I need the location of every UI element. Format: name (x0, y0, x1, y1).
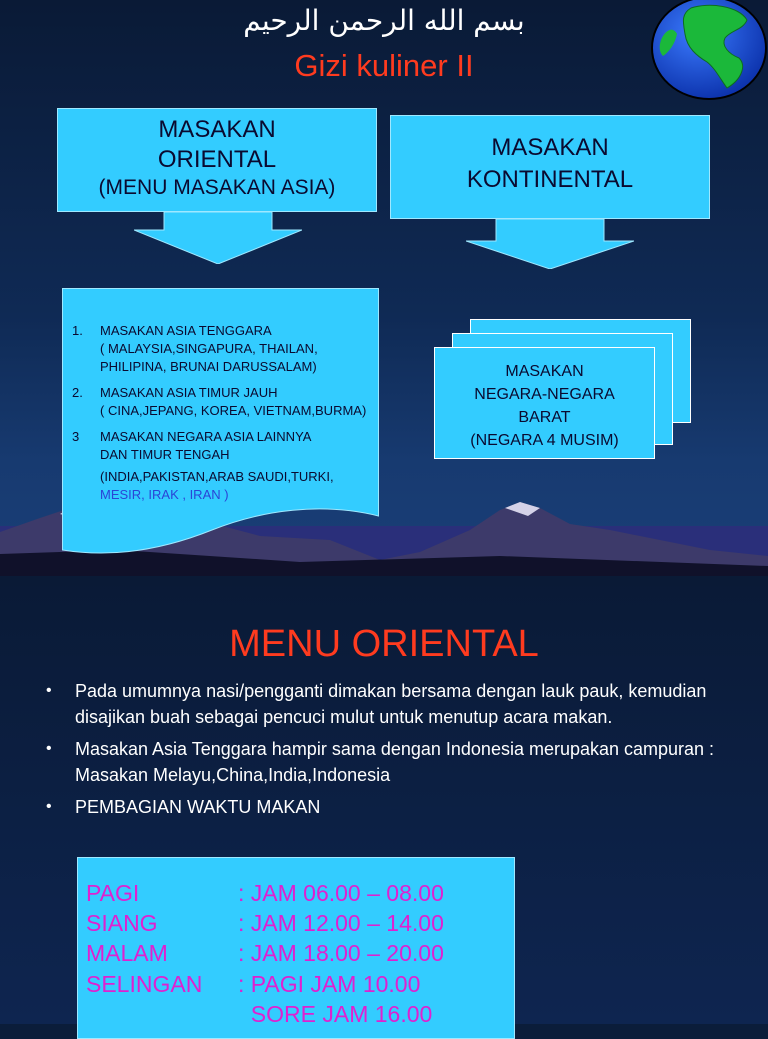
list-item (72, 428, 402, 504)
schedule-label: PAGI (86, 880, 140, 906)
box-masakan-kontinental (390, 115, 710, 219)
list-item (72, 384, 402, 420)
bullet-item (46, 794, 746, 820)
schedule-value: : JAM 06.00 – 08.00 (238, 880, 444, 906)
list-masakan-asia (62, 288, 379, 558)
bullet-dot: • (46, 740, 52, 757)
bullet-list (46, 678, 746, 826)
list-line: MASAKAN NEGARA ASIA LAINNYA (100, 429, 312, 444)
box-kontinental-line2: KONTINENTAL (466, 166, 634, 193)
list-line: MASAKAN ASIA TENGGARA (100, 323, 272, 338)
box-kontinental-line1: MASAKAN (491, 134, 609, 161)
arrow-down-oriental (134, 212, 302, 264)
list-line: MASAKAN ASIA TIMUR JAUH (100, 385, 278, 400)
box-oriental-line3: (MENU MASAKAN ASIA) (98, 176, 336, 199)
schedule-value: : PAGI JAM 10.00 (238, 971, 421, 997)
schedule-label: MALAM (86, 940, 168, 966)
schedule-value: SORE JAM 16.00 (238, 1001, 433, 1027)
list-number: 3 (72, 429, 80, 444)
schedule-box (77, 857, 515, 1039)
card-line2: NEGARA-NEGARA (474, 386, 615, 403)
box-masakan-oriental (57, 108, 377, 212)
list-line: PHILIPINA, BRUNAI DARUSSALAM) (100, 359, 317, 374)
slide-title: Gizi kuliner II (294, 48, 474, 83)
arrow-down-kontinental (466, 219, 634, 269)
bullet-text: Masakan Asia Tenggara hampir sama dengan Indonesia merupakan campuran : Masakan Melayu,China,India,Indonesia (75, 739, 715, 785)
card-masakan-barat (434, 347, 655, 459)
list-line: DAN TIMUR TENGAH (100, 447, 230, 462)
bullet-item (46, 678, 746, 730)
schedule-label: SELINGAN (86, 971, 203, 997)
card-line4: (NEGARA 4 MUSIM) (470, 432, 619, 449)
box-oriental-line1: MASAKAN (158, 116, 276, 143)
slide2-title: MENU ORIENTAL (229, 623, 539, 665)
card-line3: BARAT (518, 409, 571, 426)
bullet-text: Pada umumnya nasi/pengganti dimakan bersama dengan lauk pauk, kemudian disajikan buah sebagai pencuci mulut untuk menutup acara makan. (75, 681, 707, 727)
bullet-text: PEMBAGIAN WAKTU MAKAN (75, 797, 321, 817)
bullet-dot: • (46, 682, 52, 699)
list-number: 2. (72, 385, 83, 400)
list-line: ( MALAYSIA,SINGAPURA, THAILAN, (100, 341, 318, 356)
list-item (72, 322, 402, 376)
list-line: (INDIA,PAKISTAN,ARAB SAUDI,TURKI, (100, 469, 334, 484)
schedule-value: : JAM 18.00 – 20.00 (238, 940, 444, 966)
bullet-item (46, 736, 746, 788)
arabic-basmala: بسم الله الرحمن الرحيم (243, 4, 525, 37)
schedule-value: : JAM 12.00 – 14.00 (238, 910, 444, 936)
card-line1: MASAKAN (505, 363, 584, 380)
schedule-label: SIANG (86, 910, 158, 936)
list-line: ( CINA,JEPANG, KOREA, VIETNAM,BURMA) (100, 403, 367, 418)
box-oriental-line2: ORIENTAL (157, 146, 277, 173)
list-number: 1. (72, 323, 83, 338)
list-line: MESIR, IRAK , IRAN ) (100, 487, 229, 502)
bullet-dot: • (46, 798, 52, 815)
